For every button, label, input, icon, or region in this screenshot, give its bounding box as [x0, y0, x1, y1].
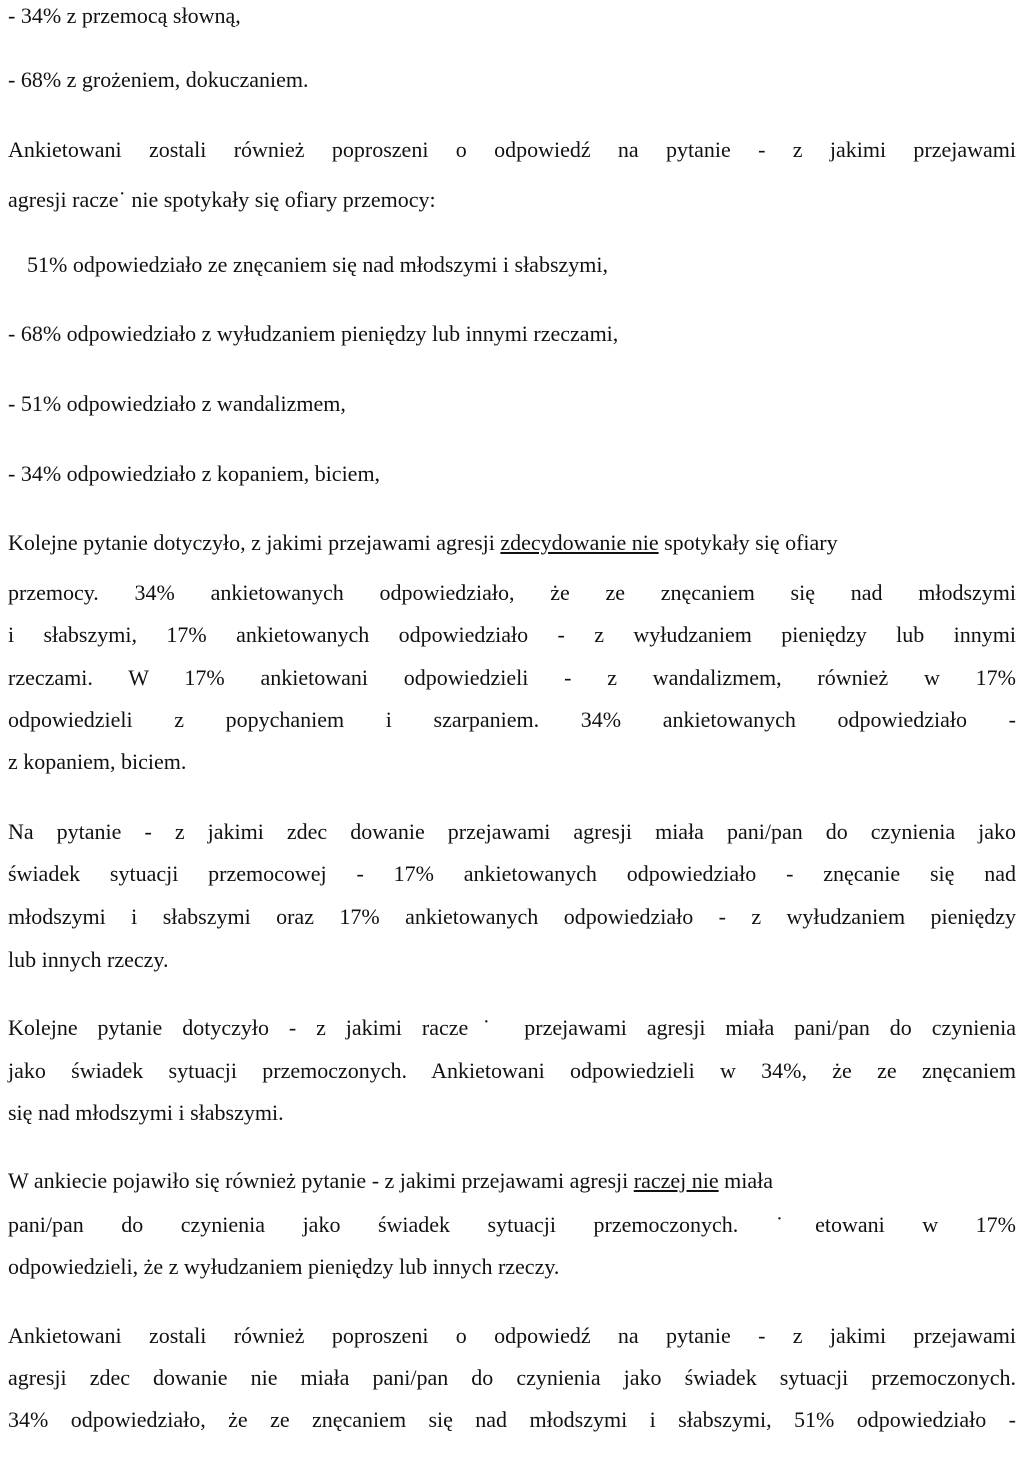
- paragraph-line: agresji zdec dowanie nie miała pani/pan do czynienia jako świadek sytuacji przemoczonych.: [8, 1365, 1016, 1390]
- text-run: spotykały się ofiary: [658, 530, 838, 555]
- list-item: - 51% odpowiedziało z wandalizmem,: [8, 391, 346, 416]
- list-item: - 68% odpowiedziało z wyłudzaniem pieniędzy lub innymi rzeczami,: [8, 321, 619, 346]
- list-item: - 34% z przemocą słowną,: [8, 3, 241, 28]
- paragraph-line: lub innych rzeczy.: [8, 947, 169, 972]
- list-item: 51% odpowiedziało ze znęcaniem się nad młodszymi i słabszymi,: [27, 252, 609, 277]
- text-run: miała: [718, 1168, 773, 1193]
- underlined-text: zdecydowanie nie: [500, 530, 659, 555]
- paragraph-line: z kopaniem, biciem.: [8, 749, 187, 774]
- paragraph-line: się nad młodszymi i słabszymi.: [8, 1100, 284, 1125]
- paragraph-line: Kolejne pytanie dotyczyło - z jakimi racze˙ przejawami agresji miała pani/pan do czynienia: [8, 1015, 1016, 1040]
- paragraph-line: pani/pan do czynienia jako świadek sytuacji przemoczonych. ˙etowani w 17%: [8, 1212, 1016, 1237]
- paragraph-line: przemocy. 34% ankietowanych odpowiedziało, że ze znęcaniem się nad młodszymi: [8, 580, 1016, 605]
- underlined-text: raczej nie: [633, 1168, 719, 1193]
- text-run: Kolejne pytanie dotyczyło, z jakimi przejawami agresji: [8, 530, 501, 555]
- paragraph-line: jako świadek sytuacji przemoczonych. Ankietowani odpowiedzieli w 34%, że ze znęcaniem: [8, 1058, 1016, 1083]
- paragraph-line: Ankietowani zostali również poproszeni o odpowiedź na pytanie - z jakimi przejawami: [8, 1323, 1016, 1348]
- paragraph-line: odpowiedzieli, że z wyłudzaniem pieniędzy lub innych rzeczy.: [8, 1254, 560, 1279]
- paragraph-line: odpowiedzieli z popychaniem i szarpaniem. 34% ankietowanych odpowiedziało -: [8, 707, 1016, 732]
- paragraph-line: świadek sytuacji przemocowej - 17% ankietowanych odpowiedziało - znęcanie się nad: [8, 861, 1016, 886]
- paragraph-line: i słabszymi, 17% ankietowanych odpowiedziało - z wyłudzaniem pieniędzy lub innymi: [8, 622, 1016, 647]
- text-run: W ankiecie pojawiło się również pytanie - z jakimi przejawami agresji: [8, 1168, 634, 1193]
- list-item: - 68% z grożeniem, dokuczaniem.: [8, 67, 309, 92]
- paragraph-line: 34% odpowiedziało, że ze znęcaniem się nad młodszymi i słabszymi, 51% odpowiedziało -: [8, 1407, 1016, 1432]
- paragraph-line: Na pytanie - z jakimi zdec dowanie przejawami agresji miała pani/pan do czynienia jako: [8, 819, 1016, 844]
- paragraph-line: rzeczami. W 17% ankietowani odpowiedzieli - z wandalizmem, również w 17%: [8, 665, 1016, 690]
- paragraph-line: młodszymi i słabszymi oraz 17% ankietowanych odpowiedziało - z wyłudzaniem pieniędzy: [8, 904, 1016, 929]
- paragraph-line: agresji racze˙ nie spotykały się ofiary przemocy:: [8, 187, 436, 212]
- paragraph-line: [8, 529, 1016, 557]
- list-item: - 34% odpowiedziało z kopaniem, biciem,: [8, 461, 381, 486]
- paragraph-line: [8, 1167, 1016, 1195]
- paragraph-line: Ankietowani zostali również poproszeni o odpowiedź na pytanie - z jakimi przejawami: [8, 137, 1016, 162]
